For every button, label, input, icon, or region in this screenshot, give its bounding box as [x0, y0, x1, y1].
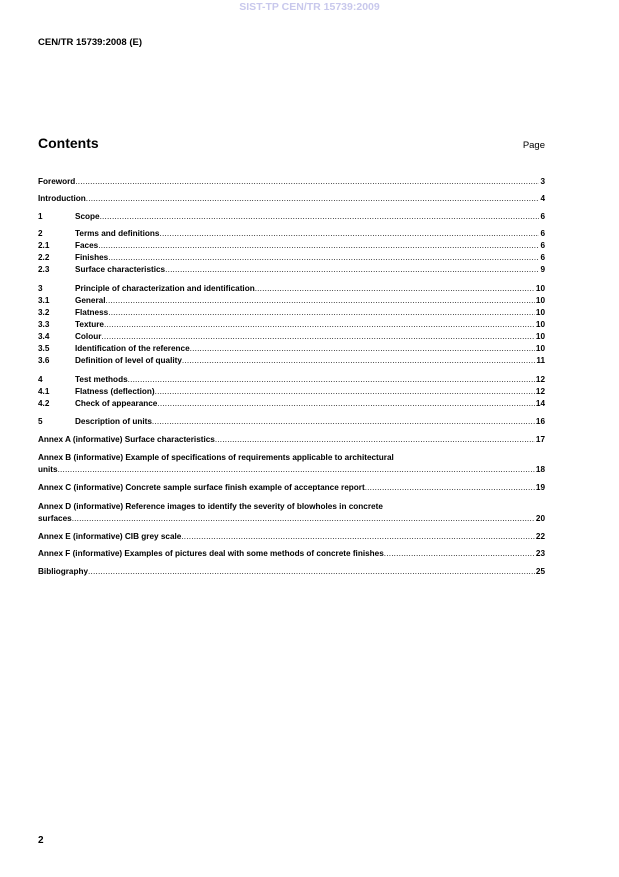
- toc-entry-number: 2: [38, 229, 43, 238]
- toc-entry[interactable]: [38, 295, 545, 306]
- toc-entry-title: Introduction: [38, 194, 86, 203]
- toc-entry-page: 20: [535, 514, 545, 523]
- toc-entry-page: 25: [535, 567, 545, 576]
- dot-leader: [72, 513, 535, 524]
- toc-entry-number: 3: [38, 284, 43, 293]
- toc-entry-title: Annex E (informative) CIB grey scale: [38, 532, 182, 541]
- dot-leader: [104, 319, 535, 330]
- toc-entry-number: 3.5: [38, 344, 50, 353]
- dot-leader: [365, 482, 535, 493]
- toc-entry-number: 4: [38, 375, 43, 384]
- toc-entry-page: 6: [540, 229, 545, 238]
- dot-leader: [101, 331, 535, 342]
- toc-entry[interactable]: [38, 548, 545, 559]
- page-column-label: Page: [522, 140, 545, 151]
- dot-leader: [98, 240, 539, 251]
- toc-entry[interactable]: [38, 343, 545, 354]
- dot-leader: [88, 566, 535, 577]
- dot-leader: [255, 283, 535, 294]
- toc-entry-title: Annex A (informative) Surface characteristics: [38, 435, 215, 444]
- toc-entry-title: Flatness (deflection): [75, 387, 155, 396]
- toc-entry-title: Annex C (informative) Concrete sample surface finish example of acceptance report: [38, 483, 365, 492]
- dot-leader: [181, 531, 535, 542]
- toc-entry-page: 19: [535, 483, 545, 492]
- toc-entry-page: 9: [540, 265, 545, 274]
- toc-entry[interactable]: [38, 264, 545, 275]
- toc-entry-number: 5: [38, 417, 43, 426]
- toc-entry[interactable]: [38, 374, 545, 385]
- toc-entry-title: Flatness: [75, 308, 109, 317]
- toc-entry-number: 4.2: [38, 399, 50, 408]
- dot-leader: [159, 228, 539, 239]
- toc-entry[interactable]: [38, 416, 545, 427]
- toc-entry[interactable]: [38, 307, 545, 318]
- dot-leader: [190, 343, 535, 354]
- toc-entry-number: 3.1: [38, 296, 50, 305]
- toc-entry-title: units: [38, 465, 58, 474]
- document-header: CEN/TR 15739:2008 (E): [38, 37, 143, 48]
- toc-entry[interactable]: [38, 240, 545, 251]
- dot-leader: [182, 355, 535, 366]
- toc-entry-title: surfaces: [38, 514, 72, 523]
- toc-entry-title: Scope: [75, 212, 100, 221]
- toc-entry-page: 22: [535, 532, 545, 541]
- toc-entry-page: 11: [536, 356, 545, 365]
- dot-leader: [108, 307, 535, 318]
- dot-leader: [157, 398, 535, 409]
- watermark: SIST-TP CEN/TR 15739:2009: [239, 1, 380, 13]
- toc-entry-title: Foreword: [38, 177, 76, 186]
- toc-entry-title: Check of appearance: [75, 399, 158, 408]
- toc-entry-number: 4.1: [38, 387, 50, 396]
- toc-entry-title: Terms and definitions: [75, 229, 160, 238]
- toc-entry[interactable]: [38, 566, 545, 577]
- toc-entry-title: Test methods: [75, 375, 128, 384]
- toc-entry[interactable]: [38, 252, 545, 263]
- toc-entry-line[interactable]: Annex B (informative) Example of specifications of requirements applicable to architectural: [38, 453, 394, 462]
- toc-entry-title: Finishes: [75, 253, 109, 262]
- dot-leader: [384, 548, 535, 559]
- toc-entry-page: 6: [540, 212, 545, 221]
- dot-leader: [75, 176, 539, 187]
- toc-entry-page: 10: [535, 320, 545, 329]
- dot-leader: [155, 386, 535, 397]
- toc-entry-page: 23: [535, 549, 545, 558]
- toc-entry-title: Bibliography: [38, 567, 89, 576]
- toc-entry[interactable]: [38, 482, 545, 493]
- toc-entry-number: 2.2: [38, 253, 50, 262]
- toc-entry-page: 10: [535, 332, 545, 341]
- page-title: Contents: [38, 135, 99, 151]
- toc-entry[interactable]: [38, 176, 545, 187]
- toc-entry-page: 6: [540, 253, 545, 262]
- toc-entry-page: 10: [535, 296, 545, 305]
- toc-entry[interactable]: [38, 531, 545, 542]
- toc-entry-page: 4: [540, 194, 545, 203]
- toc-entry-number: 2.3: [38, 265, 50, 274]
- dot-leader: [128, 374, 535, 385]
- toc-entry-number: 3.3: [38, 320, 50, 329]
- toc-entry-number: 1: [38, 212, 43, 221]
- toc-entry[interactable]: [38, 211, 545, 222]
- toc-entry-number: 2.1: [38, 241, 50, 250]
- dot-leader: [58, 464, 535, 475]
- toc-entry-page: 12: [535, 387, 545, 396]
- toc-entry-page: 3: [540, 177, 545, 186]
- toc-entry[interactable]: [38, 513, 545, 524]
- toc-entry[interactable]: [38, 355, 545, 366]
- toc-entry[interactable]: [38, 434, 545, 445]
- dot-leader: [86, 193, 540, 204]
- toc-entry[interactable]: [38, 398, 545, 409]
- toc-entry-page: 10: [535, 284, 545, 293]
- page-number: 2: [38, 835, 44, 846]
- toc-entry-page: 6: [540, 241, 545, 250]
- toc-entry-title: Definition of level of quality: [75, 356, 182, 365]
- dot-leader: [108, 252, 539, 263]
- toc-entry-title: Colour: [75, 332, 102, 341]
- toc-entry-title: Annex F (informative) Examples of pictures deal with some methods of concrete finishes: [38, 549, 384, 558]
- dot-leader: [165, 264, 539, 275]
- toc-entry-number: 3.2: [38, 308, 50, 317]
- toc-entry-title: Texture: [75, 320, 104, 329]
- toc-entry-title: Principle of characterization and identification: [75, 284, 255, 293]
- toc-entry-title: Faces: [75, 241, 99, 250]
- toc-entry[interactable]: [38, 386, 545, 397]
- toc-entry-page: 10: [535, 308, 545, 317]
- toc-entry-page: 16: [535, 417, 545, 426]
- toc-entry-page: 18: [535, 465, 545, 474]
- dot-leader: [152, 416, 535, 427]
- toc-entry[interactable]: [38, 283, 545, 294]
- toc-entry[interactable]: [38, 193, 545, 204]
- dot-leader: [106, 295, 535, 306]
- toc-entry[interactable]: [38, 464, 545, 475]
- dot-leader: [215, 434, 535, 445]
- toc-entry-title: General: [75, 296, 106, 305]
- toc-entry-title: Identification of the reference: [75, 344, 190, 353]
- toc-entry-title: Description of units: [75, 417, 152, 426]
- toc-entry-line[interactable]: Annex D (informative) Reference images to identify the severity of blowholes in concrete: [38, 502, 383, 511]
- toc-entry[interactable]: [38, 319, 545, 330]
- toc-entry[interactable]: [38, 331, 545, 342]
- dot-leader: [100, 211, 540, 222]
- toc-entry-title: Surface characteristics: [75, 265, 166, 274]
- toc-entry-number: 3.6: [38, 356, 50, 365]
- toc-entry-page: 12: [535, 375, 545, 384]
- toc-entry-page: 10: [535, 344, 545, 353]
- toc-entry[interactable]: [38, 228, 545, 239]
- toc-entry-page: 14: [535, 399, 545, 408]
- toc-entry-page: 17: [535, 435, 545, 444]
- toc-entry-number: 3.4: [38, 332, 50, 341]
